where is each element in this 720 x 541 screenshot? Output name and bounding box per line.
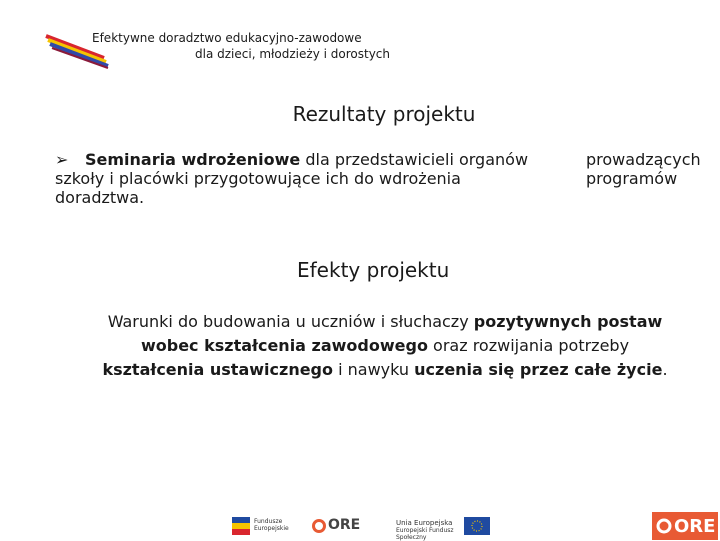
results-title: Rezultaty projektu	[292, 102, 476, 126]
ore-main-circle-icon	[656, 518, 672, 534]
effects-p3: wobec kształcenia zawodowego	[140, 336, 428, 355]
effects-p7: uczenia się przez całe życie	[414, 360, 663, 379]
fe-text-a: Fundusze	[254, 518, 283, 525]
bullet-line3: doradztwa.	[55, 188, 145, 207]
bullet-strong: Seminaria wdrożeniowe	[85, 150, 301, 169]
effects-p4: oraz rozwijania potrzeby	[427, 336, 630, 355]
effects-p8: .	[662, 360, 668, 379]
eu-flag-icon	[464, 517, 490, 535]
bullet-rest-line1: dla przedstawicieli organów	[300, 150, 529, 169]
unia-europejska-logo	[392, 516, 492, 541]
bullet-line2: szkoły i placówki przygotowujące ich do wdrożenia	[55, 169, 461, 188]
fundusze-europejskie-logo	[232, 516, 292, 536]
fe-flag-icon	[232, 517, 250, 535]
ue-text-b: Europejski Fundusz Społeczny	[396, 527, 454, 541]
effects-p5: kształcenia ustawicznego	[102, 360, 333, 379]
fe-text-b: Europejskie	[254, 525, 289, 532]
header-line-1: Efektywne doradztwo edukacyjno-zawodowe	[92, 31, 362, 45]
header-line-2: dla dzieci, młodzieży i dorostych	[195, 47, 390, 61]
results-bullet-left	[55, 150, 580, 207]
bullet-right-line1: prowadzących	[586, 150, 701, 169]
header-text	[92, 30, 390, 62]
ore-main-text: ORE	[674, 516, 716, 537]
effects-title: Efekty projektu	[297, 258, 450, 282]
arrow-bullet-icon: ➢	[55, 150, 69, 169]
ore-small-text: ORE	[328, 517, 361, 533]
bullet-right-line2: programów	[586, 169, 678, 188]
ue-text-a: Unia Europejska	[396, 519, 453, 527]
ore-circle-icon	[312, 519, 326, 533]
effects-p6: i nawyku	[333, 360, 415, 379]
effects-p2: pozytywnych postaw	[473, 312, 663, 331]
ore-main-logo	[652, 512, 718, 540]
results-bullet-right	[586, 150, 720, 188]
effects-paragraph	[70, 310, 700, 382]
effects-p1: Warunki do budowania u uczniów i słuchaczy	[107, 312, 474, 331]
ore-small-logo	[312, 516, 382, 536]
